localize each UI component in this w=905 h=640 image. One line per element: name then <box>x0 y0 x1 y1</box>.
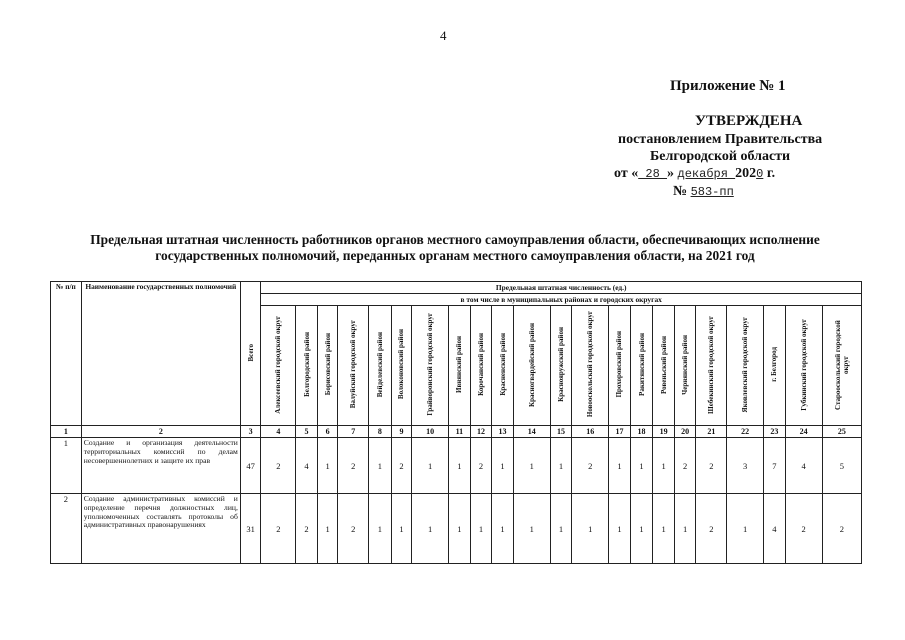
district-label: Шебекинский городской округ <box>707 315 716 414</box>
header-district <box>785 306 822 426</box>
district-label: Валуйский городской округ <box>349 320 358 409</box>
header-district <box>822 306 861 426</box>
row-value: 1 <box>412 438 449 494</box>
header-name: Наименование государственных полномочий <box>81 282 240 426</box>
date-prefix: от « <box>614 166 639 181</box>
approval-date <box>614 166 775 182</box>
row-value: 1 <box>609 438 631 494</box>
district-label: Алексеевский городской округ <box>274 315 283 414</box>
row-value: 1 <box>513 438 550 494</box>
row-value: 2 <box>261 438 296 494</box>
row-value: 1 <box>492 494 514 564</box>
district-label: Корочанский район <box>476 333 485 396</box>
district-label: Волоконовский район <box>397 329 406 400</box>
district-label: Белгородский район <box>302 332 311 397</box>
column-number: 24 <box>785 426 822 438</box>
date-month: декабря <box>677 167 736 181</box>
header-district <box>317 306 338 426</box>
district-label: Ивнянский район <box>455 336 464 393</box>
appendix-label: Приложение № 1 <box>670 78 786 94</box>
column-number: 3 <box>240 426 261 438</box>
approval-heading: УТВЕРЖДЕНА <box>695 113 803 129</box>
header-district <box>338 306 369 426</box>
column-number: 16 <box>572 426 609 438</box>
row-value: 2 <box>391 438 412 494</box>
header-district <box>764 306 786 426</box>
column-number: 22 <box>727 426 764 438</box>
column-number: 25 <box>822 426 861 438</box>
row-value: 1 <box>369 494 392 564</box>
header-district <box>550 306 572 426</box>
staffing-table <box>50 281 862 564</box>
row-value: 1 <box>412 494 449 564</box>
row-value: 2 <box>338 494 369 564</box>
row-value: 1 <box>470 494 492 564</box>
district-label: Яковлевский городской округ <box>741 316 750 413</box>
header-district <box>470 306 492 426</box>
row-value: 2 <box>470 438 492 494</box>
row-value: 1 <box>317 494 338 564</box>
row-value: 5 <box>822 438 861 494</box>
district-label: Чернянский район <box>681 334 690 395</box>
row-value: 1 <box>513 494 550 564</box>
header-district <box>261 306 296 426</box>
row-value: 1 <box>317 438 338 494</box>
column-number: 10 <box>412 426 449 438</box>
column-number: 17 <box>609 426 631 438</box>
district-label: Губкинский городской округ <box>799 318 808 411</box>
date-suffix: г. <box>763 166 776 181</box>
row-value: 2 <box>572 438 609 494</box>
header-district <box>727 306 764 426</box>
row-value: 2 <box>822 494 861 564</box>
header-district <box>369 306 392 426</box>
row-value: 1 <box>630 494 653 564</box>
document-title: Предельная штатная численность работников органов местного самоуправления области, обеспечивающих исполнение государственных полномочий, переданных органам местного самоуправления области, на 2021 год <box>90 232 820 263</box>
header-district <box>449 306 471 426</box>
row-number: 2 <box>51 494 82 564</box>
header-munis-group: в том числе в муниципальных районах и городских округах <box>261 294 862 306</box>
row-value: 4 <box>296 438 318 494</box>
row-value: 1 <box>653 438 675 494</box>
column-number: 2 <box>81 426 240 438</box>
row-total: 47 <box>240 438 261 494</box>
row-value: 1 <box>572 494 609 564</box>
row-value: 2 <box>696 438 727 494</box>
header-district <box>391 306 412 426</box>
column-number: 13 <box>492 426 514 438</box>
row-value: 1 <box>369 438 392 494</box>
header-district <box>513 306 550 426</box>
district-label: Красненский район <box>498 333 507 396</box>
district-label: Прохоровский район <box>615 331 624 398</box>
date-mid: » <box>667 166 678 181</box>
column-number: 12 <box>470 426 492 438</box>
column-number: 15 <box>550 426 572 438</box>
row-value: 1 <box>550 438 572 494</box>
header-district <box>630 306 653 426</box>
row-value: 1 <box>449 438 471 494</box>
row-value: 2 <box>785 494 822 564</box>
header-district <box>296 306 318 426</box>
column-number: 6 <box>317 426 338 438</box>
row-value: 1 <box>550 494 572 564</box>
district-label: Ровеньский район <box>659 335 668 394</box>
row-name: Создание и организация деятельности территориальных комиссий по делам несовершеннолетних и защите их прав <box>81 438 240 494</box>
district-label: г. Белгород <box>770 347 779 382</box>
district-label: Красногвардейский район <box>527 322 536 407</box>
column-number: 9 <box>391 426 412 438</box>
column-number: 18 <box>630 426 653 438</box>
column-number: 11 <box>449 426 471 438</box>
district-label: Грайворонский городской округ <box>426 313 435 416</box>
column-number: 14 <box>513 426 550 438</box>
date-year-prefix: 202 <box>735 166 757 181</box>
row-number: 1 <box>51 438 82 494</box>
header-num: № п/п <box>51 282 82 426</box>
row-value: 1 <box>391 494 412 564</box>
row-value: 4 <box>764 494 786 564</box>
column-number: 23 <box>764 426 786 438</box>
column-number: 7 <box>338 426 369 438</box>
approval-number <box>673 184 734 200</box>
header-district <box>492 306 514 426</box>
column-number: 20 <box>674 426 696 438</box>
district-label: Краснояружский район <box>556 327 565 402</box>
approval-line-2: Белгородской области <box>650 149 791 164</box>
header-total: Всего <box>246 343 255 362</box>
row-value: 2 <box>674 438 696 494</box>
row-value: 1 <box>609 494 631 564</box>
header-district <box>653 306 675 426</box>
header-district <box>609 306 631 426</box>
number-value: 583-пп <box>690 185 734 199</box>
row-value: 3 <box>727 438 764 494</box>
row-value: 2 <box>296 494 318 564</box>
row-value: 2 <box>696 494 727 564</box>
column-number: 4 <box>261 426 296 438</box>
row-name: Создание административных комиссий и определение перечня должностных лиц, уполномоченных составлять протоколы об административных правонарушениях <box>81 494 240 564</box>
district-label: Новооскольский городской округ <box>586 311 595 418</box>
row-value: 4 <box>785 438 822 494</box>
row-value: 2 <box>338 438 369 494</box>
row-value: 1 <box>492 438 514 494</box>
header-district <box>696 306 727 426</box>
row-total: 31 <box>240 494 261 564</box>
approval-line-1: постановлением Правительства <box>618 132 823 147</box>
district-label: Ракитянский район <box>637 333 646 396</box>
table-row <box>51 438 862 494</box>
district-label: Вейделевский район <box>375 331 384 398</box>
column-number: 5 <box>296 426 318 438</box>
number-prefix: № <box>673 184 691 199</box>
row-value: 7 <box>764 438 786 494</box>
column-number: 8 <box>369 426 392 438</box>
header-district <box>412 306 449 426</box>
table-row <box>51 494 862 564</box>
header-district <box>674 306 696 426</box>
district-label: Старооскольский городской округ <box>833 319 850 410</box>
column-number: 19 <box>653 426 675 438</box>
row-value: 1 <box>630 438 653 494</box>
column-number: 21 <box>696 426 727 438</box>
district-label: Борисовский район <box>323 333 332 396</box>
header-total-group: Предельная штатная численность (ед.) <box>261 282 862 294</box>
row-value: 1 <box>653 494 675 564</box>
date-year-digit: 0 <box>756 167 764 181</box>
page-number: 4 <box>440 28 447 43</box>
row-value: 1 <box>674 494 696 564</box>
header-district <box>572 306 609 426</box>
row-value: 1 <box>727 494 764 564</box>
column-number: 1 <box>51 426 82 438</box>
row-value: 2 <box>261 494 296 564</box>
row-value: 1 <box>449 494 471 564</box>
date-day: 28 <box>638 167 668 181</box>
